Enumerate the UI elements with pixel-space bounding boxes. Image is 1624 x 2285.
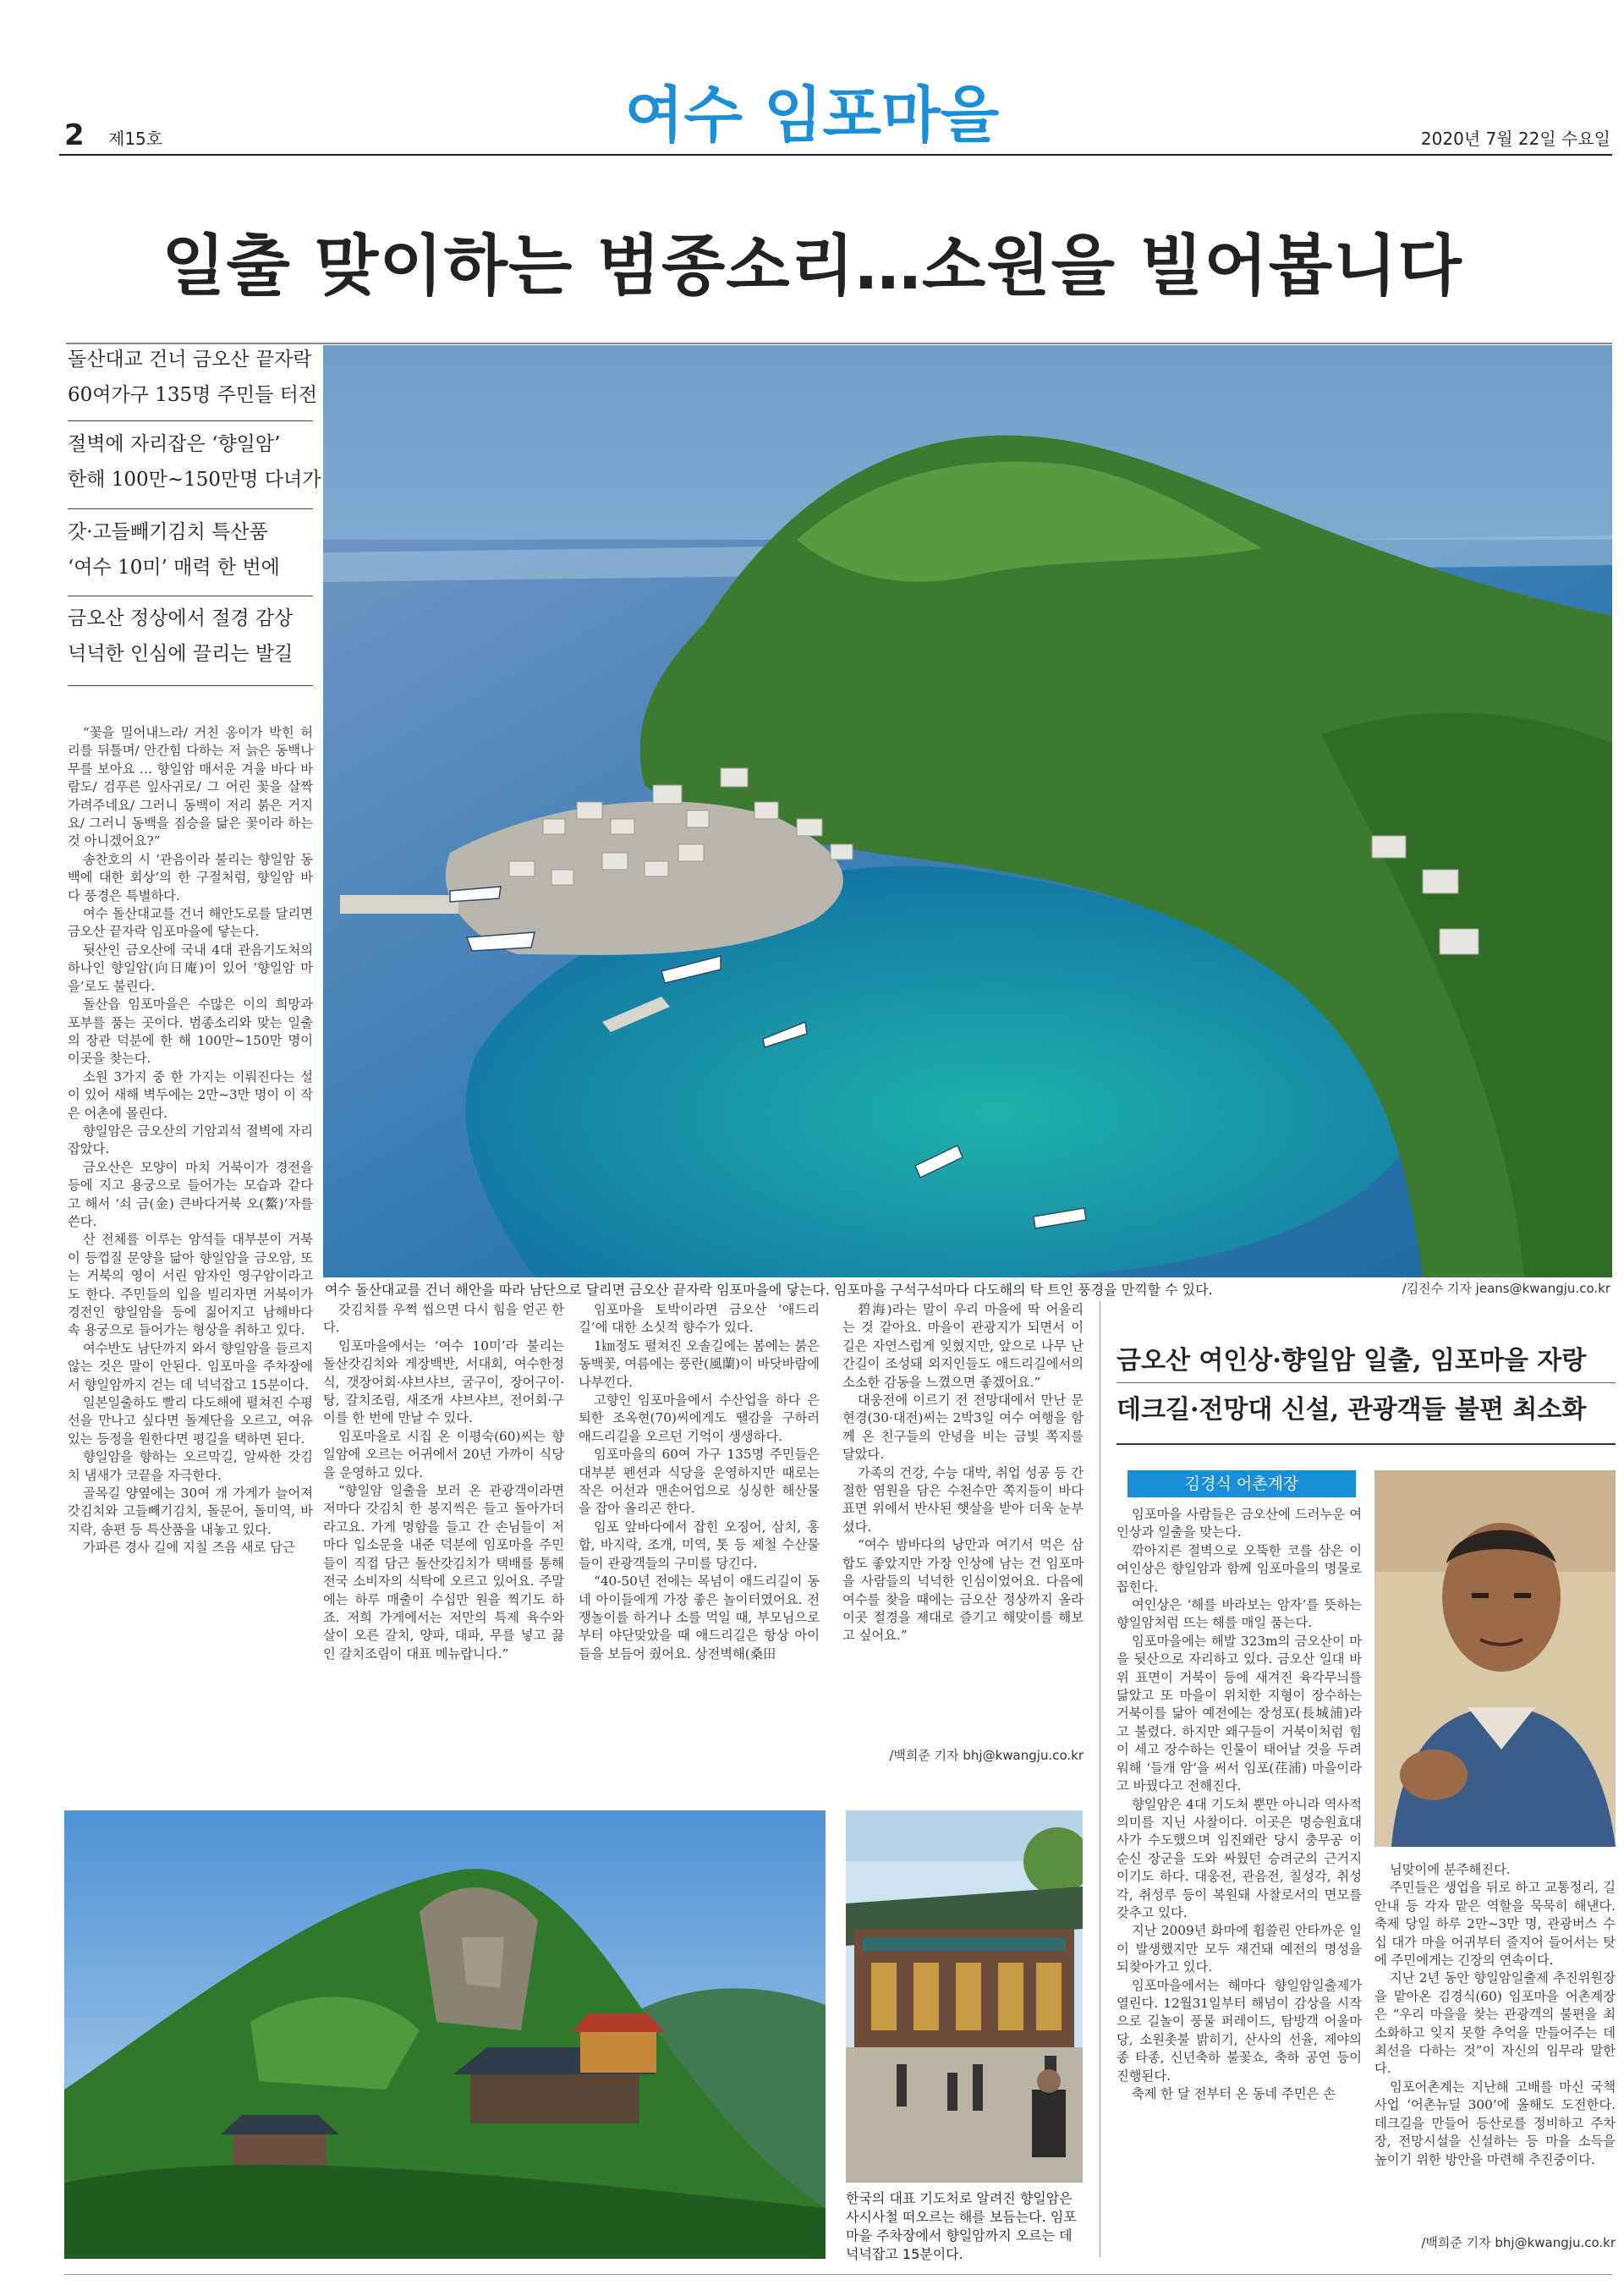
subhead-line: 60여가구 135명 주민들 터전 — [68, 384, 318, 406]
paragraph: 碧海)라는 말이 우리 마을에 딱 어울리는 것 같아요. 마을이 관광지가 되면서 이 길은 자연스럽게 잊혔지만, 앞으로 나무 난간길이 조성돼 외지인들도 애드리길에서의 소소한 감동을 느꼈으면 좋겠어요.” — [842, 1302, 1084, 1390]
article-column-4 — [842, 1301, 1084, 1741]
box-credit: /백희준 기자 bhj@kwangju.co.kr — [1421, 2235, 1616, 2250]
interviewee-name-bar: 김경식 어촌계장 — [1127, 1470, 1356, 1497]
box-headline-1: 금오산 여인상·향일암 일출, 임포마을 자랑 — [1116, 1346, 1587, 1376]
subhead-2 — [68, 426, 321, 497]
paragraph: 일본일출하도 빨리 다도해에 펼쳐진 수평선을 만나고 싶다면 돌계단을 오르고, 여유 있는 등정을 원한다면 평길을 택하면 된다. — [68, 1395, 313, 1447]
paragraph: 골목길 양옆에는 30여 개 가게가 늘어져 갓김치와 고들빼기김치, 돌문어, 돌미역, 바지락, 송편 등 특산품을 내놓고 있다. — [68, 1486, 313, 1537]
temple-courtyard-photo — [846, 1810, 1083, 2183]
paragraph: 1㎞정도 펼쳐진 오솔길에는 봄에는 붉은 동백꽃, 여름에는 풍란(風蘭)이 바닷바람에 나부낀다. — [579, 1337, 820, 1390]
paragraph: 임포마을 토박이라면 금오산 ‘애드리길’에 대한 소싯적 향수가 있다. — [579, 1302, 820, 1336]
paragraph: 축제 한 달 전부터 온 동네 주민은 손 — [1132, 2086, 1336, 2101]
main-aerial-photo — [323, 345, 1612, 1277]
subhead-line: 갓·고들빼기김치 특산품 — [68, 521, 268, 543]
paragraph: 님맞이에 분주해진다. — [1390, 1862, 1511, 1877]
box-column-a — [1116, 1506, 1362, 2255]
paragraph: 임포마을의 60여 가구 135명 주민들은 대부분 펜션과 식당을 운영하지만 때로는 작은 어선과 맨손어업으로 싱싱한 해산물을 잡아 올리곤 한다. — [579, 1447, 820, 1517]
paragraph: “꽃을 밀어내느라/ 거친 옹이가 박힌 허리를 뒤틀며/ 안간힘 다하는 저 늙은 동백나무를 보아요 … 향일암 매서운 겨울 바다 바람도/ 검푸른 잎사귀로/ 그 어린 꽃을 살짝 가려주네요/ 그러니 동백이 저리 붉은 거지요/ 그러니 동백을 짐승을 닮은 꽃이라 하는 것 아니겠어요?” — [68, 725, 313, 849]
subhead-divider — [68, 508, 313, 509]
paragraph: 돌산읍 임포마을은 수많은 이의 희망과 포부를 품는 곳이다. 범종소리와 맞는 일출의 장관 덕분에 한 해 100만~150만 명이 이곳을 찾는다. — [68, 997, 313, 1067]
publish-date: 2020년 7월 22일 수요일 — [1420, 129, 1610, 149]
page-bottom-rule — [64, 2274, 1612, 2275]
paragraph: 고향인 임포마을에서 수산업을 하다 은퇴한 조옥현(70)씨에게도 땔감을 구하러 애드리길을 오르던 기억이 생생하다. — [579, 1392, 820, 1444]
mountain-temple-photo — [64, 1810, 826, 2259]
paragraph: 뒷산인 금오산에 국내 4대 관음기도처의 하나인 향일암(向日庵)이 있어 ‘향일암 마을’로도 불린다. — [68, 942, 313, 994]
subhead-line: 넉넉한 인심에 끌리는 발길 — [68, 643, 294, 665]
paragraph: 여수반도 남단까지 와서 향일암을 들르지 않는 것은 말이 안된다. 임포마을 주차장에서 향일암까지 걷는 데 넉넉잡고 15분이다. — [68, 1340, 313, 1392]
paragraph: 향일암을 향하는 오르막길, 알싸한 갓김치 냄새가 코끝을 자극한다. — [68, 1449, 313, 1483]
paragraph: 임포마을 사람들은 금오산에 드러누운 여인상과 일출을 맞는다. — [1116, 1507, 1362, 1541]
col4-credit: /백희준 기자 bhj@kwangju.co.kr — [889, 1748, 1084, 1763]
subhead-divider — [68, 420, 313, 421]
subhead-line: 한해 100만~150만명 다녀가 — [68, 469, 321, 491]
paragraph: “40-50년 전에는 목넘이 애드리길이 동네 아이들에게 가장 좋은 놀이터였어요. 전쟁놀이를 하거나 소를 먹일 때, 부모님으로부터 야단맞았을 때 애드리길은 항상 아이들을 보듬어 줬어요. 상전벽해(桑田 — [579, 1574, 820, 1662]
main-photo-credit: /김진수 기자 jeans@kwangju.co.kr — [1402, 1281, 1610, 1296]
article-column-3 — [579, 1301, 820, 1771]
paragraph: 대웅전에 이르기 전 전망대에서 만난 문현경(30·대전)씨는 2박3일 여수 여행을 함께 온 친구들의 안녕을 비는 금빛 쪽지를 달았다. — [842, 1392, 1084, 1463]
paragraph: “여수 밤바다의 낭만과 여기서 먹은 삼합도 좋았지만 가장 인상에 남는 건 임포마을 사람들의 넉넉한 인심이었어요. 다음에 여수를 찾을 때에는 금오산 정상까지 올라 이곳 절경을 제대로 즐기고 해맞이를 해보고 싶어요.” — [842, 1537, 1084, 1644]
subhead-line: 돌산대교 건너 금오산 끝자락 — [68, 349, 312, 371]
paragraph: 가족의 건강, 수능 대박, 취업 성공 등 간절한 염원을 담은 수천수만 쪽지들이 바다 표면 위에서 반사된 햇살을 받아 더욱 눈부셨다. — [842, 1464, 1084, 1535]
paragraph: 지난 2009년 화마에 휩쓸린 안타까운 일이 발생했지만 모두 재건돼 예전의 명성을 되찾아가고 있다. — [1116, 1923, 1362, 1975]
headline: 일출 맞이하는 범종소리…소원을 빌어봅니다 — [162, 228, 1462, 305]
paragraph: 임포마을에는 해발 323m의 금오산이 마을 뒷산으로 자리하고 있다. 금오산 일대 바위 표면이 거북이 등에 새겨진 육각무늬를 닮았고 또 마을이 위치한 지형이 장수하는 거북이를 닮아 예전에는 장성포(長城浦)라고 불렸다. 하지만 왜구들이 거북이처럼 힘이 세고 장수하는 인물이 태어날 것을 두려워해 ‘들개 암’을 써서 임포(荏浦) 마을이라고 바꿨다고 전해진다. — [1116, 1633, 1362, 1794]
box-headline-rule — [1116, 1382, 1616, 1383]
paragraph: 여인상은 ‘해를 바라보는 암자’를 뜻하는 향일암처럼 뜨는 해를 매일 품는다. — [1116, 1597, 1362, 1631]
subhead-3 — [68, 514, 313, 585]
article-column-1 — [68, 724, 313, 1765]
paragraph: 갓김치를 우쩍 씹으면 다시 힘을 얻곤 한다. — [323, 1302, 564, 1336]
paragraph: 지난 2년 동안 향일암일출제 추진위원장을 맡아온 김경식(60) 임포마을 어촌계장은 “우리 마을을 찾는 관광객의 불편을 최소화하고 잊지 못할 추억을 만들어주는 데 최선을 다하는 것”이 자신의 임무라 말한다. — [1374, 1970, 1616, 2077]
header-rule — [59, 154, 1612, 156]
portrait-photo — [1374, 1470, 1616, 1847]
box-top-rule — [1116, 1443, 1616, 1445]
paragraph: 임포 앞바다에서 잡힌 오징어, 삼치, 홍합, 바지락, 조개, 미역, 톳 등 제철 수산물들이 관광객들의 구미를 당긴다. — [579, 1519, 820, 1571]
issue-number: 제15호 — [108, 129, 163, 149]
paragraph: 여수 돌산대교를 건너 해안도로를 달리면 금오산 끝자락 임포마을에 닿는다. — [68, 906, 313, 940]
page-number: 2 — [64, 118, 85, 152]
temple-photo-caption: 한국의 대표 기도처로 알려진 향일암은 사시사철 떠오르는 해를 보듬는다. 임포마을 주차장에서 향일암까지 오르는 데 넉넉잡고 15분이다. — [846, 2190, 1077, 2262]
paragraph: 산 전체를 이루는 암석들 대부분이 거북이 등껍질 문양을 닮아 향일암을 금오암, 또는 거북의 영이 서린 암자인 영구암이라고도 한다. 주민들의 입을 빌리자면 거북이가 경전인 향일암을 등에 짊어지고 남해바다 속 용궁으로 들어가는 형상을 취하고 있다. — [68, 1232, 313, 1338]
paragraph: 깎아지른 절벽으로 오뚝한 코를 삼은 이 여인상은 향일암과 함께 임포마을의 명물로 꼽힌다. — [1116, 1542, 1362, 1595]
section-title: 여수 임포마을 — [624, 80, 1000, 151]
subhead-divider — [68, 685, 313, 686]
paragraph: “향일암 일출을 보러 온 관광객이라면 저마다 갓김치 한 봉지씩은 들고 돌아가더라고요. 가게 명함을 들고 간 손님들이 저마다 입소문을 내준 덕분에 임포마을 주민들이 직접 담근 돌산갓김치가 택배를 통해 전국 소비자의 식탁에 오르고 있어요. 주말에는 하루 매출이 수십만 원을 찍기도 하죠. 저희 가게에서는 저만의 특제 육수와 살이 오른 갈치, 양파, 대파, 무를 넣고 끓인 갈치조림이 대표 메뉴랍니다.” — [323, 1483, 564, 1662]
subhead-4 — [68, 601, 313, 672]
paragraph: 가파른 경사 길에 지칠 즈음 새로 담근 — [83, 1540, 295, 1556]
paragraph: 금오산은 모양이 마치 거북이가 경전을 등에 지고 용궁으로 들어가는 모습과 같다고 해서 ‘쇠 금(金) 큰바다거북 오(鰲)’자를 쓴다. — [68, 1159, 313, 1229]
paragraph: 임포마을에서는 해마다 향일암일출제가 열린다. 12월31일부터 해넘이 감상을 시작으로 길놀이 풍물 퍼레이드, 탐방객 어울마당, 소원촛불 밝히기, 산사의 선율, 제야의 종 타종, 신년축하 불꽃쇼, 축하 공연 등이 진행된다. — [1116, 1977, 1362, 2084]
subhead-line: 금오산 정상에서 절경 감상 — [68, 607, 294, 629]
paragraph: 송찬호의 시 ‘관음이라 불리는 향일암 동백에 대한 회상’의 한 구절처럼, 향일암 바다 풍경은 특별하다. — [68, 851, 313, 904]
main-photo-caption: 여수 돌산대교를 건너 해안을 따라 남단으로 달리면 금오산 끝자락 임포마을에 닿는다. 임포마을 구석구석마다 다도해의 탁 트인 풍경을 만끽할 수 있다. — [325, 1282, 1213, 1298]
paragraph: 주민들은 생업을 뒤로 하고 교통정리, 길안내 등 각자 맡은 역할을 묵묵히 해낸다. 축제 당일 하루 2만~3만 명, 관광버스 수십 대가 마을 어귀부터 줄지어 들어서는 탓에 주민에게는 긴장의 연속이다. — [1374, 1880, 1616, 1969]
paragraph: 향일암은 4대 기도처 뿐만 아니라 역사적 의미를 지닌 사찰이다. 이곳은 명승원효대사가 수도했으며 임진왜란 당시 충무공 이순신 장군을 도와 싸웠던 승려군의 근거지이기도 하다. 대웅전, 관음전, 칠성각, 취성각, 취성루 등이 복원돼 사찰로서의 면모를 갖추고 있다. — [1116, 1796, 1362, 1920]
subhead-line: 절벽에 자리잡은 ‘향일암’ — [68, 433, 281, 455]
paragraph: 임포마을에서는 ‘여수 10미’라 불리는 돌산갓김치와 게장백반, 서대회, 여수한정식, 갯장어회·샤브샤브, 굴구이, 장어구이·탕, 갈치조림, 새조개 샤브샤브, 전어회·구이를 한 번에 만날 수 있다. — [323, 1337, 564, 1426]
paragraph: 소원 3가지 중 한 가지는 이뤄진다는 설이 있어 새해 벽두에는 2만~3만 명이 이 작은 어촌에 몰린다. — [68, 1068, 313, 1121]
paragraph: 임포마을로 시집 온 이평숙(60)씨는 향일암에 오르는 어귀에서 20년 가까이 식당을 운영하고 있다. — [323, 1428, 564, 1480]
article-column-2 — [323, 1301, 564, 1771]
paragraph: 임포어촌계는 지난해 고배를 마신 국책사업 ‘어촌뉴딜 300’에 올해도 도전한다. 데크길을 만들어 등산로를 정비하고 주차장, 전망시설을 신설하는 등 마을 소득을 높이기 위한 방안을 마련해 추진중이다. — [1374, 2079, 1616, 2167]
paragraph: 향일암은 금오산의 기암괴석 절벽에 자리잡았다. — [68, 1123, 313, 1157]
box-headline-2: 데크길·전망대 신설, 관광객들 불편 최소화 — [1116, 1395, 1587, 1425]
subhead-line: ‘여수 10미’ 매력 한 번에 — [68, 557, 280, 579]
subhead-1 — [68, 342, 318, 413]
box-column-b — [1374, 1861, 1616, 2225]
